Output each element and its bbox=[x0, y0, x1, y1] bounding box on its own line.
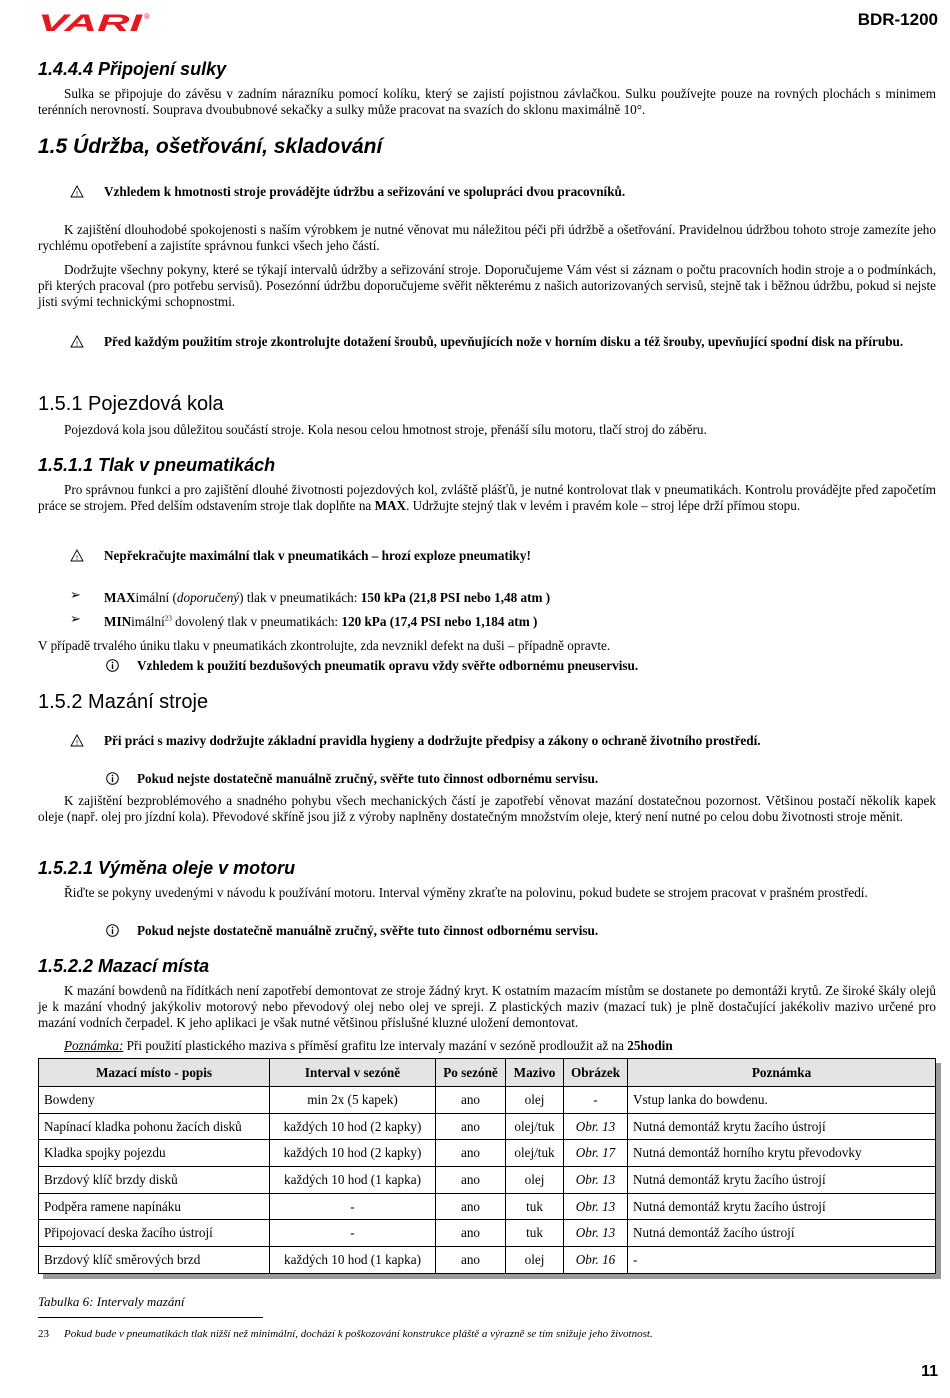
info-text: Pokud nejste dostatečně manuálně zručný, svěřte tuto činnost odbornému servisu. bbox=[137, 923, 599, 938]
table-cell: ano bbox=[436, 1193, 506, 1220]
column-header: Obrázek bbox=[564, 1059, 628, 1087]
paragraph: Pro správnou funkci a pro zajištění dlouhé životnosti pojezdových kol, zvláště plášťů, je nutné kontrolovat tlak v pneumatikách. Kontrolu provádějte před započetím práce se strojem. Před delším odstavením stroje tlak doplňte na MAX. Udržujte stejný tlak v levém i pravém kole – stroj lépe drží přímou stopu. bbox=[38, 482, 936, 513]
warning-text: Nepřekračujte maximální tlak v pneumatikách – hrozí exploze pneumatiky! bbox=[104, 548, 531, 563]
table-cell: každých 10 hod (1 kapka) bbox=[270, 1247, 436, 1274]
paragraph: K mazání bowdenů na řídítkách není zapotřebí demontovat ze stroje žádný kryt. K ostatním mazacím místům se dostanete po demontáži krytů. Ze široké škály olejů je k mazání vhodný jakýkoliv motorový nebo převodový olej nebo olej ve spreji. Z plastických maziv (mazací tuk) je plně dostačující jakékoliv mazivo určené pro mazání vodních čerpadel. K jeho aplikaci je však nutné většinou příslušné kluzné uložení demontovat. bbox=[38, 983, 936, 1030]
min-pressure-item: MINimální$^{23}$ dovolený tlak v pneumatikách: 120 kPa (17,4 PSI nebo 1,184 atm ) bbox=[104, 614, 538, 629]
table-cell: Obr. 17 bbox=[564, 1140, 628, 1167]
model-name: BDR-1200 bbox=[857, 10, 938, 29]
paragraph: Pojezdová kola jsou důležitou součástí stroje. Kola nesou celou hmotnost stroje, přenáší sílu motoru, tlačí stroj do záběru. bbox=[64, 422, 707, 437]
table-cell: ano bbox=[436, 1247, 506, 1274]
table-row bbox=[39, 1247, 936, 1274]
arrow-bullet-icon: ➢ bbox=[70, 612, 81, 627]
footnote-text: Pokud bude v pneumatikách tlak nižší než minimální, dochází k poškozování konstrukce pláště a výrazně se tím snižuje jeho životnost. bbox=[64, 1328, 653, 1340]
warning-triangle-icon bbox=[70, 549, 84, 566]
heading-1-5-1: 1.5.1 Pojezdová kola bbox=[38, 393, 224, 415]
table-cell: - bbox=[270, 1220, 436, 1247]
table-cell: Obr. 13 bbox=[564, 1113, 628, 1140]
vari-logo bbox=[38, 10, 153, 34]
table-cell: každých 10 hod (2 kapky) bbox=[270, 1113, 436, 1140]
table-cell: Nutná demontáž žacího ústrojí bbox=[628, 1220, 936, 1247]
logo-text: VARI bbox=[38, 10, 145, 34]
table-cell: olej bbox=[506, 1167, 564, 1194]
table-cell: - bbox=[564, 1087, 628, 1114]
table-cell: olej/tuk bbox=[506, 1113, 564, 1140]
table-cell: Obr. 13 bbox=[564, 1167, 628, 1194]
note-label: Poznámka: bbox=[64, 1038, 124, 1053]
page-number: 11 bbox=[921, 1363, 938, 1380]
table-cell: Podpěra ramene napínáku bbox=[39, 1193, 270, 1220]
footnote-ref: 23 bbox=[164, 614, 172, 623]
table-row bbox=[39, 1140, 936, 1167]
heading-1-5-1-1: 1.5.1.1 Tlak v pneumatikách bbox=[38, 455, 276, 475]
heading-1-5-2: 1.5.2 Mazání stroje bbox=[38, 691, 209, 713]
table-cell: Kladka spojky pojezdu bbox=[39, 1140, 270, 1167]
table-cell: Nutná demontáž krytu žacího ústrojí bbox=[628, 1193, 936, 1220]
table-cell: olej/tuk bbox=[506, 1140, 564, 1167]
table-cell: Obr. 16 bbox=[564, 1247, 628, 1274]
table-cell: - bbox=[628, 1247, 936, 1274]
warning-text: Vzhledem k hmotnosti stroje provádějte údržbu a seřizování ve spolupráci dvou pracovníků. bbox=[104, 184, 626, 199]
svg-text:!: ! bbox=[75, 554, 79, 562]
table-cell: Nutná demontáž krytu žacího ústrojí bbox=[628, 1167, 936, 1194]
warning-triangle-icon bbox=[70, 185, 84, 202]
table-cell: ano bbox=[436, 1113, 506, 1140]
paragraph: K zajištění dlouhodobé spokojenosti s naším výrobkem je nutné věnovat mu náležitou péči při údržbě a ošetřování. Pravidelnou údržbou tohoto stroje zamezíte jeho rychlému opotřebení a zajistíte správnou funkci všech jeho částí. bbox=[38, 222, 936, 253]
table-cell: Napínací kladka pohonu žacích disků bbox=[39, 1113, 270, 1140]
table-cell: tuk bbox=[506, 1193, 564, 1220]
max-pressure-item: MAXimální (doporučený) tlak v pneumatikách: 150 kPa (21,8 PSI nebo 1,48 atm ) bbox=[104, 590, 551, 605]
paragraph: Řiďte se pokyny uvedenými v návodu k používání motoru. Interval výměny zkraťte na polovinu, pokud budete se strojem pracovat v prašném prostředí. bbox=[64, 885, 868, 900]
table-cell: Nutná demontáž krytu žacího ústrojí bbox=[628, 1113, 936, 1140]
paragraph: Dodržujte všechny pokyny, které se týkají intervalů údržby a seřizování stroje. Doporučujeme Vám vést si záznam o počtu pracovních hodin stroje a o podmínkách, při kterých pracoval (pro potřebu servisů). Posezónní údržbu doporučujeme svěřit některému z našich autorizovaných servisů, stejně tak i běžnou údržbu, pokud si nejste jisti svými technickými schopnostmi. bbox=[38, 262, 936, 309]
heading-1-5-2-1: 1.5.2.1 Výměna oleje v motoru bbox=[38, 858, 296, 878]
table-row bbox=[39, 1113, 936, 1140]
column-header: Mazivo bbox=[506, 1059, 564, 1087]
table-caption: Tabulka 6: Intervaly mazání bbox=[38, 1294, 185, 1309]
table-row bbox=[39, 1220, 936, 1247]
table-row bbox=[39, 1167, 936, 1194]
svg-text:!: ! bbox=[75, 190, 79, 198]
info-circle-icon bbox=[106, 924, 119, 941]
paragraph: V případě trvalého úniku tlaku v pneumatikách zkontrolujte, zda nevznikl defekt na duši – případně opravte. bbox=[38, 638, 611, 653]
table-cell: Brzdový klíč směrových brzd bbox=[39, 1247, 270, 1274]
table-cell: Vstup lanka do bowdenu. bbox=[628, 1087, 936, 1114]
paragraph: Sulka se připojuje do závěsu v zadním nárazníku pomocí kolíku, který se zajistí pojistnou závlačkou. Sulku používejte pouze na rovných plochách s minimem terénních nerovností. Souprava dvoububnové sekačky a sulky může pracovat na svazích do sklonu maximálně 10°. bbox=[38, 86, 936, 117]
table-cell: Brzdový klíč brzdy disků bbox=[39, 1167, 270, 1194]
table-header-row bbox=[39, 1059, 936, 1087]
column-header: Po sezóně bbox=[436, 1059, 506, 1087]
table-cell: Nutná demontáž horního krytu převodovky bbox=[628, 1140, 936, 1167]
note-line: Poznámka: Při použití plastického maziva s příměsí grafitu lze intervaly mazání v sezóně prodloužit až na 25hodin bbox=[64, 1038, 673, 1053]
logo-reg: ® bbox=[144, 12, 150, 21]
warning-text: Před každým použitím stroje zkontrolujte dotažení šroubů, upevňujících nože v horním disku a též šrouby, upevňující spodní disk na přírubu. bbox=[104, 334, 904, 349]
table-row bbox=[39, 1087, 936, 1114]
heading-1-4-4-4: 1.4.4.4 Připojení sulky bbox=[38, 59, 227, 79]
table-cell: olej bbox=[506, 1087, 564, 1114]
table-cell: min 2x (5 kapek) bbox=[270, 1087, 436, 1114]
warning-triangle-icon bbox=[70, 335, 84, 352]
column-header: Poznámka bbox=[628, 1059, 936, 1087]
svg-text:!: ! bbox=[75, 340, 79, 348]
table-cell: tuk bbox=[506, 1220, 564, 1247]
table-cell: Připojovací deska žacího ústrojí bbox=[39, 1220, 270, 1247]
table-cell: ano bbox=[436, 1220, 506, 1247]
table-cell: olej bbox=[506, 1247, 564, 1274]
table-row bbox=[39, 1193, 936, 1220]
info-text: Pokud nejste dostatečně manuálně zručný, svěřte tuto činnost odbornému servisu. bbox=[137, 771, 599, 786]
info-circle-icon bbox=[106, 659, 119, 676]
table-cell: Obr. 13 bbox=[564, 1193, 628, 1220]
arrow-bullet-icon: ➢ bbox=[70, 588, 81, 603]
svg-text:!: ! bbox=[75, 739, 79, 747]
warning-text: Při práci s mazivy dodržujte základní pravidla hygieny a dodržujte předpisy a zákony o ochraně životního prostředí. bbox=[104, 733, 761, 748]
table-cell: ano bbox=[436, 1087, 506, 1114]
info-circle-icon bbox=[106, 772, 119, 789]
footnote bbox=[38, 1326, 653, 1342]
column-header: Mazací místo - popis bbox=[39, 1059, 270, 1087]
max-emphasis: MAX bbox=[374, 498, 407, 513]
table-cell: Bowdeny bbox=[39, 1087, 270, 1114]
table-cell: Obr. 13 bbox=[564, 1220, 628, 1247]
paragraph: K zajištění bezproblémového a snadného pohybu všech mechanických částí je zapotřebí věnovat mazání dostatečnou pozornost. Většinou postačí několik kapek oleje (např. olej pro jízdní kola). Převodové skříně jsou již z výroby naplněny dostatečným množstvím oleje, který není nutné po celou dobu životnosti stroje měnit. bbox=[38, 793, 936, 824]
table-cell: ano bbox=[436, 1167, 506, 1194]
info-text: Vzhledem k použití bezdušových pneumatik opravu vždy svěřte odbornému pneuservisu. bbox=[137, 658, 639, 673]
table-cell: - bbox=[270, 1193, 436, 1220]
heading-1-5-2-2: 1.5.2.2 Mazací místa bbox=[38, 956, 210, 976]
heading-1-5: 1.5 Údržba, ošetřování, skladování bbox=[38, 135, 383, 158]
column-header: Interval v sezóně bbox=[270, 1059, 436, 1087]
table-cell: každých 10 hod (2 kapky) bbox=[270, 1140, 436, 1167]
lubrication-table bbox=[38, 1058, 936, 1274]
table-cell: každých 10 hod (1 kapka) bbox=[270, 1167, 436, 1194]
table-cell: ano bbox=[436, 1140, 506, 1167]
warning-triangle-icon bbox=[70, 734, 84, 751]
footnote-divider bbox=[38, 1317, 263, 1318]
footnote-number: 23 bbox=[38, 1328, 49, 1340]
